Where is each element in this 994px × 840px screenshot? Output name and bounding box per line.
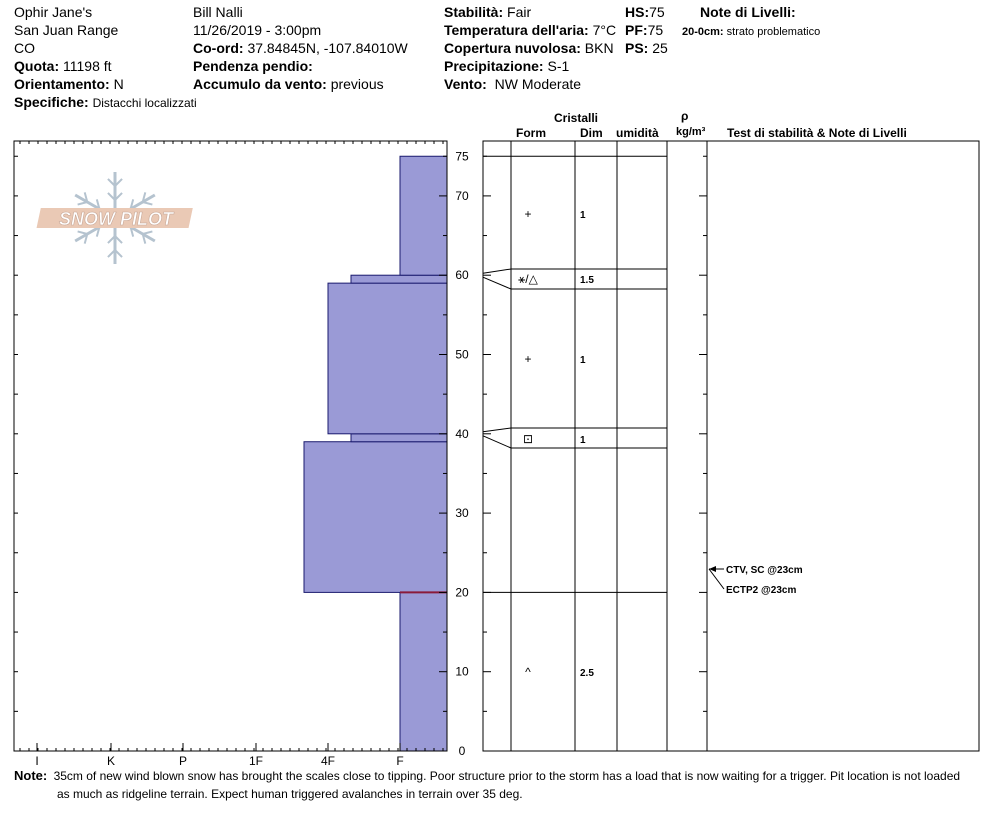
hardness-layer — [351, 275, 447, 283]
state-name: CO — [14, 40, 35, 56]
stability-label: Stabilità: — [444, 4, 504, 20]
layer-connector — [483, 269, 511, 273]
height-tick-label: 40 — [455, 426, 469, 441]
hardness-tick-label: 1F — [248, 754, 264, 768]
wind-label: Vento: — [444, 76, 487, 92]
height-tick-label: 70 — [455, 188, 469, 203]
height-tick-label: 30 — [455, 506, 469, 521]
note-label: Note: — [14, 768, 48, 783]
rho-header: ρ — [681, 109, 689, 123]
crystal-form: ^ — [525, 665, 531, 679]
crystal-size: 1.5 — [580, 275, 594, 286]
test-pointer — [709, 569, 724, 589]
snow-pilot-logo — [37, 172, 193, 264]
crystal-size: 2.5 — [580, 668, 594, 679]
hardness-layer — [328, 283, 447, 434]
crystal-size: 1 — [580, 355, 586, 366]
hardness-tick-label: 4F — [320, 754, 336, 768]
form-header: Form — [516, 126, 546, 140]
test-label: ECTP2 @23cm — [726, 585, 797, 596]
dim-header: Dim — [580, 126, 603, 140]
wind-load-value: previous — [330, 76, 384, 92]
range-name: San Juan Range — [14, 22, 119, 38]
observation-datetime: 11/26/2019 - 3:00pm — [193, 22, 322, 38]
note-line-2: as much as ridgeline terrain. Expect human triggered avalanches in terrain over 35 deg. — [57, 787, 523, 801]
density-unit-header: kg/m³ — [676, 126, 706, 138]
ps-label: PS: — [625, 40, 649, 56]
elevation-value: 11198 ft — [63, 58, 112, 74]
moisture-header: umidità — [616, 126, 659, 140]
hardness-layer — [351, 434, 447, 442]
note-row — [14, 766, 960, 786]
hardness-tick-label: F — [396, 754, 404, 768]
slope-label: Pendenza pendio: — [193, 58, 313, 74]
snowflake-branch — [78, 202, 88, 205]
wind-load-label: Accumulo da vento: — [193, 76, 327, 92]
height-tick-label: 60 — [455, 268, 469, 283]
aspect-value: N — [113, 76, 124, 92]
crystal-size: 1 — [580, 435, 586, 446]
hardness-layer — [400, 156, 447, 275]
observer-name: Bill Nalli — [193, 4, 243, 20]
crystal-form: ⊡ — [522, 432, 534, 446]
pf-label: PF: — [625, 22, 648, 38]
hardness-tick-label: I — [35, 754, 39, 768]
height-tick-label: 75 — [455, 149, 469, 164]
height-tick-label: 10 — [455, 664, 469, 679]
coord-value: 37.84845N, -107.84010W — [247, 40, 408, 56]
tests-header: Test di stabilità & Note di Livelli — [727, 126, 907, 140]
crystal-form: + — [524, 352, 532, 366]
hs-label: HS: — [625, 4, 650, 20]
hardness-layer — [304, 442, 447, 593]
crystal-form: ⚹/△ — [518, 272, 538, 286]
stability-tests — [709, 565, 803, 596]
wind-value: NW Moderate — [494, 76, 582, 92]
hs-value: 75 — [649, 4, 665, 20]
elevation-label: Quota: — [14, 58, 60, 74]
snowflake-branch — [78, 231, 88, 234]
snowflake-branch — [143, 231, 153, 234]
pf-value: 75 — [647, 22, 664, 38]
layer-connector — [483, 436, 511, 448]
height-tick-label: 20 — [455, 585, 469, 600]
precip-value: S-1 — [547, 58, 570, 74]
specifics-value: Distacchi localizzati — [92, 96, 197, 110]
location-name: Ophir Jane's — [14, 4, 93, 20]
layer-connector — [483, 428, 511, 432]
hardness-tick-label: K — [106, 754, 116, 768]
stability-value: Fair — [507, 4, 532, 20]
crystal-rows — [518, 207, 594, 679]
chart-frames — [14, 141, 979, 751]
ps-value: 25 — [652, 40, 668, 56]
crystals-header: Cristalli — [554, 111, 599, 125]
layer-note-text: strato problematico — [726, 26, 821, 38]
note-line-1: 35cm of new wind blown snow has brought the scales close to tipping. Poor structure prior to the storm has a load that is now waiting for a trigger. Pit location is not loaded — [53, 769, 961, 783]
snowflake-branch — [143, 202, 153, 205]
height-tick-label: 50 — [455, 347, 469, 362]
layer-notes-title: Note di Livelli: — [700, 4, 796, 20]
layers-frame — [483, 141, 979, 751]
coord-label: Co-ord: — [193, 40, 244, 56]
cloud-label: Copertura nuvolosa: — [444, 40, 581, 56]
aspect-label: Orientamento: — [14, 76, 110, 92]
logo-text: SNOW PILOT — [59, 209, 173, 229]
hardness-tick-label: P — [178, 754, 188, 768]
air-temp-label: Temperatura dell'aria: — [444, 22, 589, 38]
specifics-label: Specifiche: — [14, 94, 89, 110]
crystal-size: 1 — [580, 210, 586, 221]
layer-connector — [483, 277, 511, 289]
cloud-value: BKN — [584, 40, 614, 56]
crystal-form: + — [524, 207, 532, 221]
precip-label: Precipitazione: — [444, 58, 544, 74]
height-tick-label: 0 — [458, 744, 466, 758]
hardness-layers — [304, 156, 447, 751]
air-temp-value: 7°C — [592, 22, 617, 38]
layer-note-depth: 20-0cm: — [682, 26, 724, 38]
test-label: CTV, SC @23cm — [726, 565, 803, 576]
